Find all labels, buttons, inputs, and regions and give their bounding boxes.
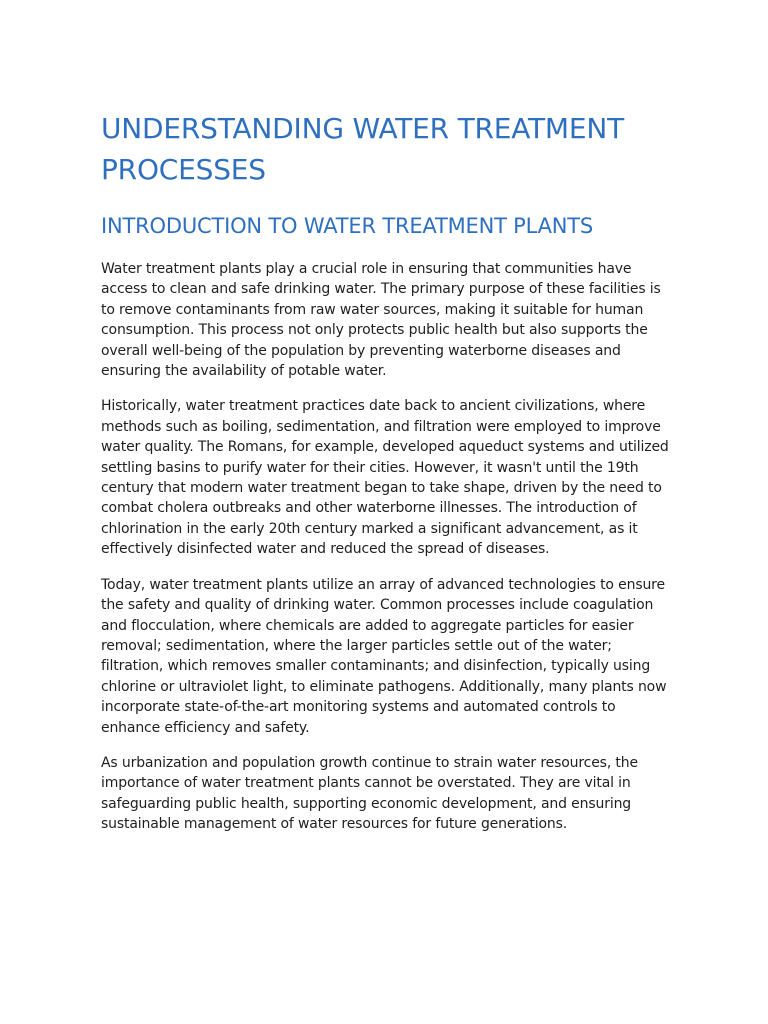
document-page (101, 108, 671, 835)
section-heading: INTRODUCTION TO WATER TREATMENT PLANTS (101, 214, 594, 238)
paragraph-technologies: Today, water treatment plants utilize an array of advanced technologies to ensure the safety and quality of drinking water. Common processes include coagulation and flocculation, where chemicals are added to aggregate particles for easier removal; sedimentation, where the larger particles settle out of the water; filtration, which removes smaller contaminants; and disinfection, typically using chlorine or ultraviolet light, to eliminate pathogens. Additionally, many plants now incorporate state-of-the-art monitoring systems and automated controls to enhance efficiency and safety. (101, 576, 667, 736)
document-title: UNDERSTANDING WATER TREATMENT PROCESSES (101, 112, 625, 186)
paragraph-history: Historically, water treatment practices date back to ancient civilizations, where methods such as boiling, sedimentation, and filtration were employed to improve water quality. The Romans, for example, developed aqueduct systems and utilized settling basins to purify water for their cities. However, it wasn't until the 19th century that modern water treatment began to take shape, driven by the need to combat cholera outbreaks and other waterborne illnesses. The introduction of chlorination in the early 20th century marked a significant advancement, as it effectively disinfected water and reduced the spread of diseases. (101, 398, 669, 558)
paragraph-importance: As urbanization and population growth continue to strain water resources, the importance of water treatment plants cannot be overstated. They are vital in safeguarding public health, supporting economic development, and ensuring sustainable management of water resources for future generations. (101, 754, 638, 833)
paragraph-intro: Water treatment plants play a crucial role in ensuring that communities have access to clean and safe drinking water. The primary purpose of these facilities is to remove contaminants from raw water sources, making it suitable for human consumption. This process not only protects public health but also supports the overall well-being of the population by preventing waterborne diseases and ensuring the availability of potable water. (101, 261, 661, 380)
